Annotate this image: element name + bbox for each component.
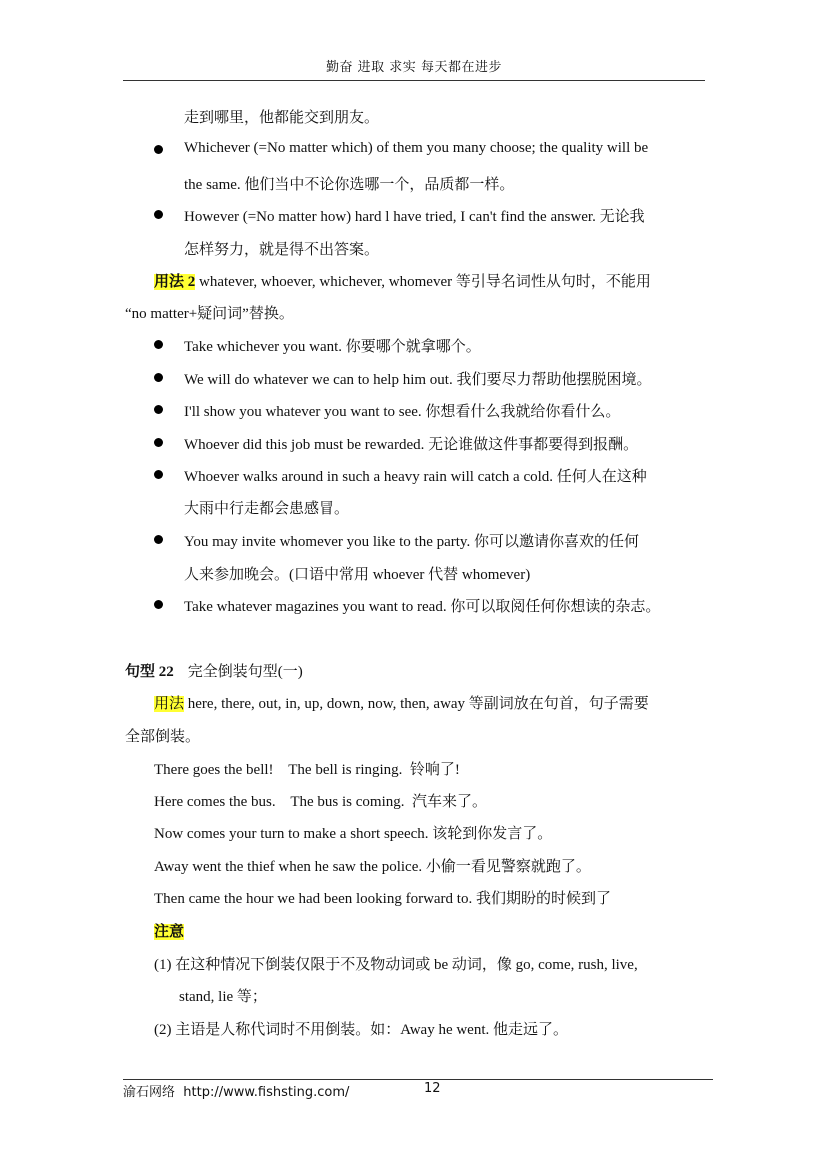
usage-text-continued: 全部倒装。 xyxy=(125,729,201,745)
note-item: (2) 主语是人称代词时不用倒装。如：Away he went. 他走远了。 xyxy=(154,1022,569,1038)
example-sentence: Now comes your turn to make a short speech. 该轮到你发言了。 xyxy=(154,826,553,842)
example-item-continued: 人来参加晚会。(口语中常用 whoever 代替 whomever) xyxy=(184,567,531,583)
example-sentence: Here comes the bus. The bus is coming. 汽车来了。 xyxy=(154,794,488,810)
usage-2-text-continued: “no matter+疑问词”替换。 xyxy=(125,306,294,322)
example-item: Whoever walks around in such a heavy rain will catch a cold. 任何人在这种 xyxy=(184,469,647,485)
header-divider xyxy=(123,80,705,81)
section-title: 完全倒装句型(一) xyxy=(187,664,303,680)
usage-2-label: 用法 2 xyxy=(154,274,196,290)
bullet-icon xyxy=(154,145,163,154)
example-item-continued: the same. 他们当中不论你选哪一个，品质都一样。 xyxy=(184,177,515,193)
example-item-continued: 大雨中行走都会患感冒。 xyxy=(184,501,350,517)
usage-text: here, there, out, in, up, down, now, then, away 等副词放在句首，句子需要 xyxy=(184,696,649,712)
example-item: However (=No matter how) hard l have tried, I can't find the answer. 无论我 xyxy=(184,209,645,225)
page-number: 12 xyxy=(424,1081,441,1096)
example-item: Take whichever you want. 你要哪个就拿哪个。 xyxy=(184,339,481,355)
example-sentence: There goes the bell! The bell is ringing. 铃响了! xyxy=(154,762,460,778)
example-item: Whichever (=No matter which) of them you many choose; the quality will be xyxy=(184,140,649,156)
usage-2-paragraph xyxy=(154,270,651,291)
footer-source: 渝石网络 http://www.fishsting.com/ xyxy=(123,1085,350,1100)
bullet-icon xyxy=(154,373,163,382)
example-item: Take whatever magazines you want to read. 你可以取阅任何你想读的杂志。 xyxy=(184,599,661,615)
section-heading xyxy=(125,660,303,681)
note-item: (1) 在这种情况下倒装仅限于不及物动词或 be 动词，像 go, come, rush, live, xyxy=(154,957,638,973)
usage-label: 用法 xyxy=(154,696,185,712)
bullet-icon xyxy=(154,470,163,479)
bullet-icon xyxy=(154,340,163,349)
bullet-icon xyxy=(154,438,163,447)
note-heading xyxy=(154,920,184,941)
bullet-icon xyxy=(154,210,163,219)
continuation-line: 走到哪里，他都能交到朋友。 xyxy=(184,110,380,126)
page-header: 勤奋 进取 求实 每天都在进步 xyxy=(326,60,502,75)
example-item: I'll show you whatever you want to see. 你想看什么我就给你看什么。 xyxy=(184,404,621,420)
example-item-continued: 怎样努力，就是得不出答案。 xyxy=(184,242,380,258)
example-item: You may invite whomever you like to the party. 你可以邀请你喜欢的任何 xyxy=(184,534,639,550)
example-sentence: Then came the hour we had been looking forward to. 我们期盼的时候到了 xyxy=(154,891,611,907)
bullet-icon xyxy=(154,405,163,414)
bullet-icon xyxy=(154,600,163,609)
note-item-continued: stand, lie 等； xyxy=(179,989,267,1005)
example-item: Whoever did this job must be rewarded. 无论谁做这件事都要得到报酬。 xyxy=(184,437,639,453)
note-label: 注意 xyxy=(154,924,185,940)
example-sentence: Away went the thief when he saw the police. 小偷一看见警察就跑了。 xyxy=(154,859,591,875)
footer-divider xyxy=(123,1079,713,1080)
section-label: 句型 22 xyxy=(125,664,174,680)
example-item: We will do whatever we can to help him out. 我们要尽力帮助他摆脱困境。 xyxy=(184,372,652,388)
bullet-icon xyxy=(154,535,163,544)
usage-2-text: whatever, whoever, whichever, whomever 等引导名词性从句时，不能用 xyxy=(195,274,651,290)
usage-paragraph xyxy=(154,692,649,713)
